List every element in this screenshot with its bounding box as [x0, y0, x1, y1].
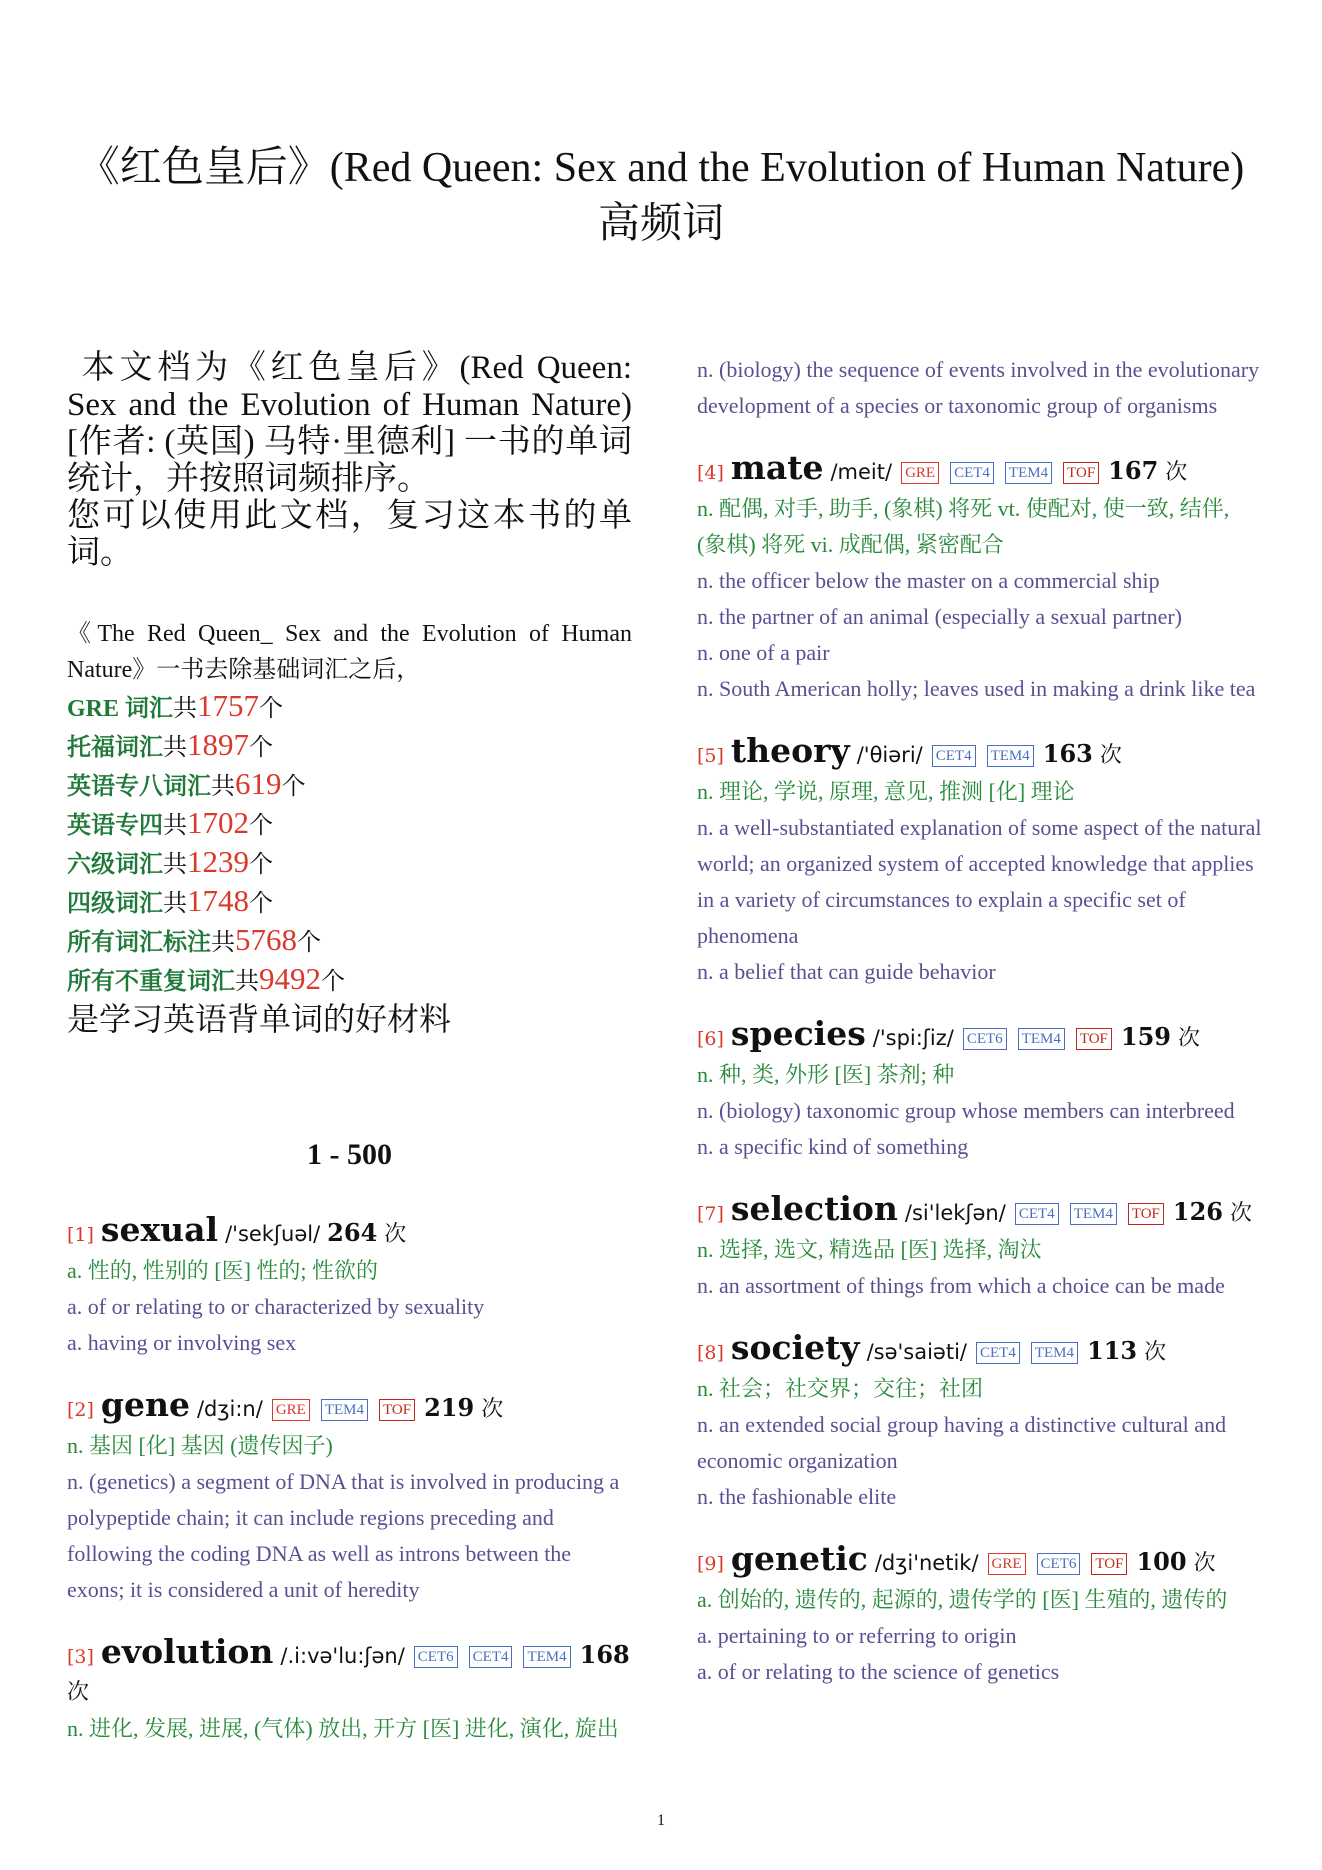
- frequency-count: 167: [1108, 456, 1159, 485]
- frequency-count: 159: [1120, 1022, 1172, 1051]
- level-tag: TEM4: [987, 745, 1034, 767]
- entry-head: [67, 1212, 632, 1253]
- left-column: [67, 350, 632, 1773]
- stat-number: 1757: [197, 688, 260, 723]
- entry-head: [697, 1191, 1262, 1232]
- level-tag: CET4: [932, 745, 976, 767]
- level-tag: TEM4: [1018, 1028, 1065, 1050]
- intro-paragraph-2: 您可以使用此文档，复习这本书的单词。: [67, 498, 632, 571]
- word-entry: [67, 1212, 632, 1361]
- definition-zh: n. 社会；社交界；交往；社团: [697, 1376, 984, 1401]
- headword: evolution: [100, 1632, 274, 1671]
- definition-en: n. an extended social group having a distinctive cultural and economic organization: [697, 1412, 1227, 1473]
- stat-number: 9492: [259, 961, 321, 996]
- frequency-count: 126: [1172, 1197, 1224, 1226]
- definition-en: n. South American holly; leaves used in making a drink like tea: [697, 676, 1256, 701]
- count-suffix: 次: [481, 1397, 504, 1422]
- stat-unit: 个: [297, 930, 321, 956]
- level-tag: TEM4: [523, 1646, 570, 1668]
- stat-line: [67, 766, 632, 805]
- entry-head: [697, 450, 1262, 491]
- count-suffix: 次: [1178, 1026, 1201, 1051]
- definition-zh: a. 创始的, 遗传的, 起源的, 遗传学的 [医] 生殖的, 遗传的: [697, 1587, 1228, 1612]
- definition-en: n. a well-substantiated explanation of some aspect of the natural world; an organized system of accepted knowledge that applies in a variety of circumstances to explain a specific set of phenomena: [697, 815, 1262, 948]
- stat-word: 共: [211, 930, 235, 956]
- level-tag: TEM4: [1070, 1203, 1117, 1225]
- definition-zh: n. 基因 [化] 基因 (遗传因子): [67, 1433, 333, 1458]
- count-suffix: 次: [1193, 1551, 1216, 1576]
- count-suffix: 次: [1165, 460, 1188, 485]
- headword: theory: [730, 731, 850, 770]
- entry-head: [697, 1330, 1262, 1371]
- definition-en: n. a specific kind of something: [697, 1134, 969, 1159]
- stat-label: 英语专八词汇: [67, 774, 211, 800]
- level-tag: CET6: [414, 1646, 458, 1668]
- entry-index: [1]: [67, 1224, 94, 1246]
- entries-right: [697, 352, 1262, 1690]
- definition-zh: n. 选择, 选文, 精选品 [医] 选择, 淘汰: [697, 1237, 1042, 1262]
- level-tag: CET4: [469, 1646, 513, 1668]
- stat-label: 所有词汇标注: [67, 930, 211, 956]
- title-line-2: 高频词: [597, 201, 724, 247]
- stat-number: 1239: [187, 844, 249, 879]
- frequency-count: 163: [1042, 739, 1093, 768]
- count-suffix: 次: [1099, 743, 1122, 768]
- definition-zh: n. 理论, 学说, 原理, 意见, 推测 [化] 理论: [697, 779, 1075, 804]
- headword: sexual: [100, 1210, 219, 1249]
- word-entry: [697, 733, 1262, 990]
- level-tag: TEM4: [1005, 462, 1052, 484]
- definition-en: n. the partner of an animal (especially a sexual partner): [697, 604, 1182, 629]
- entry-head: [67, 1634, 632, 1711]
- headword: gene: [100, 1385, 190, 1424]
- stat-word: 共: [163, 852, 187, 878]
- stats-closing: 是学习英语背单词的好材料: [67, 1001, 452, 1037]
- definition-en: n. the fashionable elite: [697, 1484, 897, 1509]
- headword: mate: [730, 448, 824, 487]
- vocabulary-stats: [67, 616, 632, 1038]
- stat-unit: 个: [249, 735, 273, 761]
- intro: [67, 350, 632, 572]
- definition-en: a. having or involving sex: [67, 1330, 297, 1355]
- stat-word: 共: [173, 696, 198, 722]
- level-tag: TEM4: [1031, 1342, 1078, 1364]
- level-tag: GRE: [272, 1399, 310, 1421]
- stat-number: 1748: [187, 883, 249, 918]
- count-suffix: 次: [67, 1680, 90, 1705]
- stat-word: 共: [211, 774, 235, 800]
- word-entry: [697, 1191, 1262, 1304]
- frequency-count: 168: [579, 1640, 630, 1669]
- stat-word: 共: [163, 735, 187, 761]
- count-suffix: 次: [1230, 1201, 1253, 1226]
- entry-head: [697, 1016, 1262, 1057]
- stat-number: 619: [235, 766, 282, 801]
- level-tag: GRE: [988, 1553, 1026, 1575]
- level-tag: GRE: [901, 462, 939, 484]
- word-entry: [67, 1634, 632, 1747]
- word-entry: [697, 1330, 1262, 1515]
- count-suffix: 次: [1144, 1340, 1167, 1365]
- stat-number: 1897: [187, 727, 249, 762]
- stat-line: [67, 922, 632, 961]
- right-column: [697, 352, 1262, 1716]
- definition-en: a. of or relating to or characterized by sexuality: [67, 1294, 485, 1319]
- level-tag: CET6: [963, 1028, 1007, 1050]
- level-tag: CET4: [950, 462, 994, 484]
- entry-head: [697, 1541, 1262, 1582]
- stat-line: [67, 883, 632, 922]
- phonetic: /sə'saiəti/: [866, 1340, 967, 1364]
- definition-zh: a. 性的, 性别的 [医] 性的; 性欲的: [67, 1258, 379, 1283]
- entries-left: [67, 1212, 632, 1747]
- stat-number: 1702: [187, 805, 249, 840]
- stat-line: [67, 727, 632, 766]
- headword: genetic: [730, 1539, 868, 1578]
- stat-word: 共: [163, 813, 187, 839]
- stat-unit: 个: [249, 891, 273, 917]
- frequency-count: 264: [327, 1218, 378, 1247]
- stat-word: 共: [235, 969, 259, 995]
- definition-zh: n. 种, 类, 外形 [医] 茶剂; 种: [697, 1062, 955, 1087]
- stat-label: 托福词汇: [67, 735, 163, 761]
- phonetic: /si'lekʃən/: [904, 1201, 1006, 1225]
- stat-line: [67, 688, 632, 727]
- stat-line: [67, 805, 632, 844]
- definition-zh: n. 配偶, 对手, 助手, (象棋) 将死 vt. 使配对, 使一致, 结伴, (象棋) 将死 vi. 成配偶, 紧密配合: [697, 496, 1230, 557]
- range-heading: 1 - 500: [307, 1138, 392, 1171]
- level-tag: CET4: [1015, 1203, 1059, 1225]
- word-entry: [697, 1541, 1262, 1690]
- page-number: 1: [657, 1812, 665, 1829]
- level-tag: CET4: [976, 1342, 1020, 1364]
- level-tag: TOF: [1091, 1553, 1127, 1575]
- stat-label: GRE 词汇: [67, 696, 174, 722]
- stat-unit: 个: [249, 813, 273, 839]
- definition-en: n. a belief that can guide behavior: [697, 959, 996, 984]
- word-entry: [697, 1016, 1262, 1165]
- definition-zh: n. 进化, 发展, 进展, (气体) 放出, 开方 [医] 进化, 演化, 旋出: [67, 1716, 619, 1741]
- definition-en: n. (biology) taxonomic group whose members can interbreed: [697, 1098, 1235, 1123]
- definition-en: n. (biology) the sequence of events involved in the evolutionary development of a species or taxonomic group of organisms: [697, 357, 1260, 418]
- level-tag: TOF: [1063, 462, 1099, 484]
- title-line-1: 《红色皇后》(Red Queen: Sex and the Evolution of Human Nature): [77, 145, 1245, 191]
- count-suffix: 次: [384, 1222, 407, 1247]
- entry-index: [4]: [697, 462, 724, 484]
- stat-word: 共: [163, 891, 187, 917]
- stat-label: 四级词汇: [67, 891, 163, 917]
- phonetic: /'spi:ʃiz/: [872, 1026, 954, 1050]
- definition-en: a. pertaining to or referring to origin: [697, 1623, 1017, 1648]
- entry-index: [3]: [67, 1646, 94, 1668]
- headword: selection: [730, 1189, 898, 1228]
- phonetic: /meit/: [830, 460, 893, 484]
- definition-en: n. an assortment of things from which a choice can be made: [697, 1273, 1225, 1298]
- stat-number: 5768: [235, 922, 297, 957]
- stat-unit: 个: [281, 774, 306, 800]
- entry-index: [7]: [697, 1203, 724, 1225]
- stat-line: [67, 844, 632, 883]
- stat-unit: 个: [259, 696, 284, 722]
- phonetic: /dʒi'netik/: [874, 1551, 979, 1575]
- definition-en: n. one of a pair: [697, 640, 830, 665]
- level-tag: TEM4: [321, 1399, 368, 1421]
- definition-en: n. the officer below the master on a commercial ship: [697, 568, 1160, 593]
- entry-index: [8]: [697, 1342, 724, 1364]
- definition-en: a. of or relating to the science of genetics: [697, 1659, 1060, 1684]
- entry-index: [2]: [67, 1399, 94, 1421]
- phonetic: /'θiəri/: [856, 743, 923, 767]
- word-entry: [697, 352, 1262, 424]
- entry-index: [9]: [697, 1553, 724, 1575]
- entry-head: [67, 1387, 632, 1428]
- stat-label: 所有不重复词汇: [67, 969, 235, 995]
- level-tag: TOF: [379, 1399, 415, 1421]
- headword: species: [730, 1014, 866, 1053]
- stat-lines: [67, 688, 632, 1000]
- stat-label: 六级词汇: [67, 852, 163, 878]
- headword: society: [730, 1328, 860, 1367]
- entry-index: [6]: [697, 1028, 724, 1050]
- phonetic: /'sekʃuəl/: [225, 1222, 321, 1246]
- stat-unit: 个: [321, 969, 345, 995]
- intro-paragraph-1: 本文档为《红色皇后》(Red Queen: Sex and the Evolution of Human Nature)[作者: (英国) 马特·里德利] 一书的单词统计，并按照词频排序。: [67, 350, 632, 497]
- stat-unit: 个: [249, 852, 273, 878]
- level-tag: TOF: [1128, 1203, 1164, 1225]
- stat-label: 英语专四: [67, 813, 163, 839]
- phonetic: /dʒi:n/: [196, 1397, 263, 1421]
- stats-lead: 《The Red Queen_ Sex and the Evolution of Human Nature》一书去除基础词汇之后，: [67, 621, 632, 683]
- word-entry: [67, 1387, 632, 1608]
- word-entry: [697, 450, 1262, 707]
- entry-index: [5]: [697, 745, 724, 767]
- stat-line: [67, 961, 632, 1000]
- entry-head: [697, 733, 1262, 774]
- phonetic: /.i:və'lu:ʃən/: [280, 1644, 405, 1668]
- definition-en: n. (genetics) a segment of DNA that is involved in producing a polypeptide chain; it can include regions preceding and following the coding DNA as well as introns between the exons; it is considered a unit of heredity: [67, 1469, 620, 1602]
- document-title: [40, 140, 1282, 252]
- level-tag: TOF: [1076, 1028, 1112, 1050]
- frequency-count: 219: [424, 1393, 475, 1422]
- frequency-count: 100: [1136, 1547, 1187, 1576]
- level-tag: CET6: [1037, 1553, 1081, 1575]
- frequency-count: 113: [1087, 1336, 1138, 1365]
